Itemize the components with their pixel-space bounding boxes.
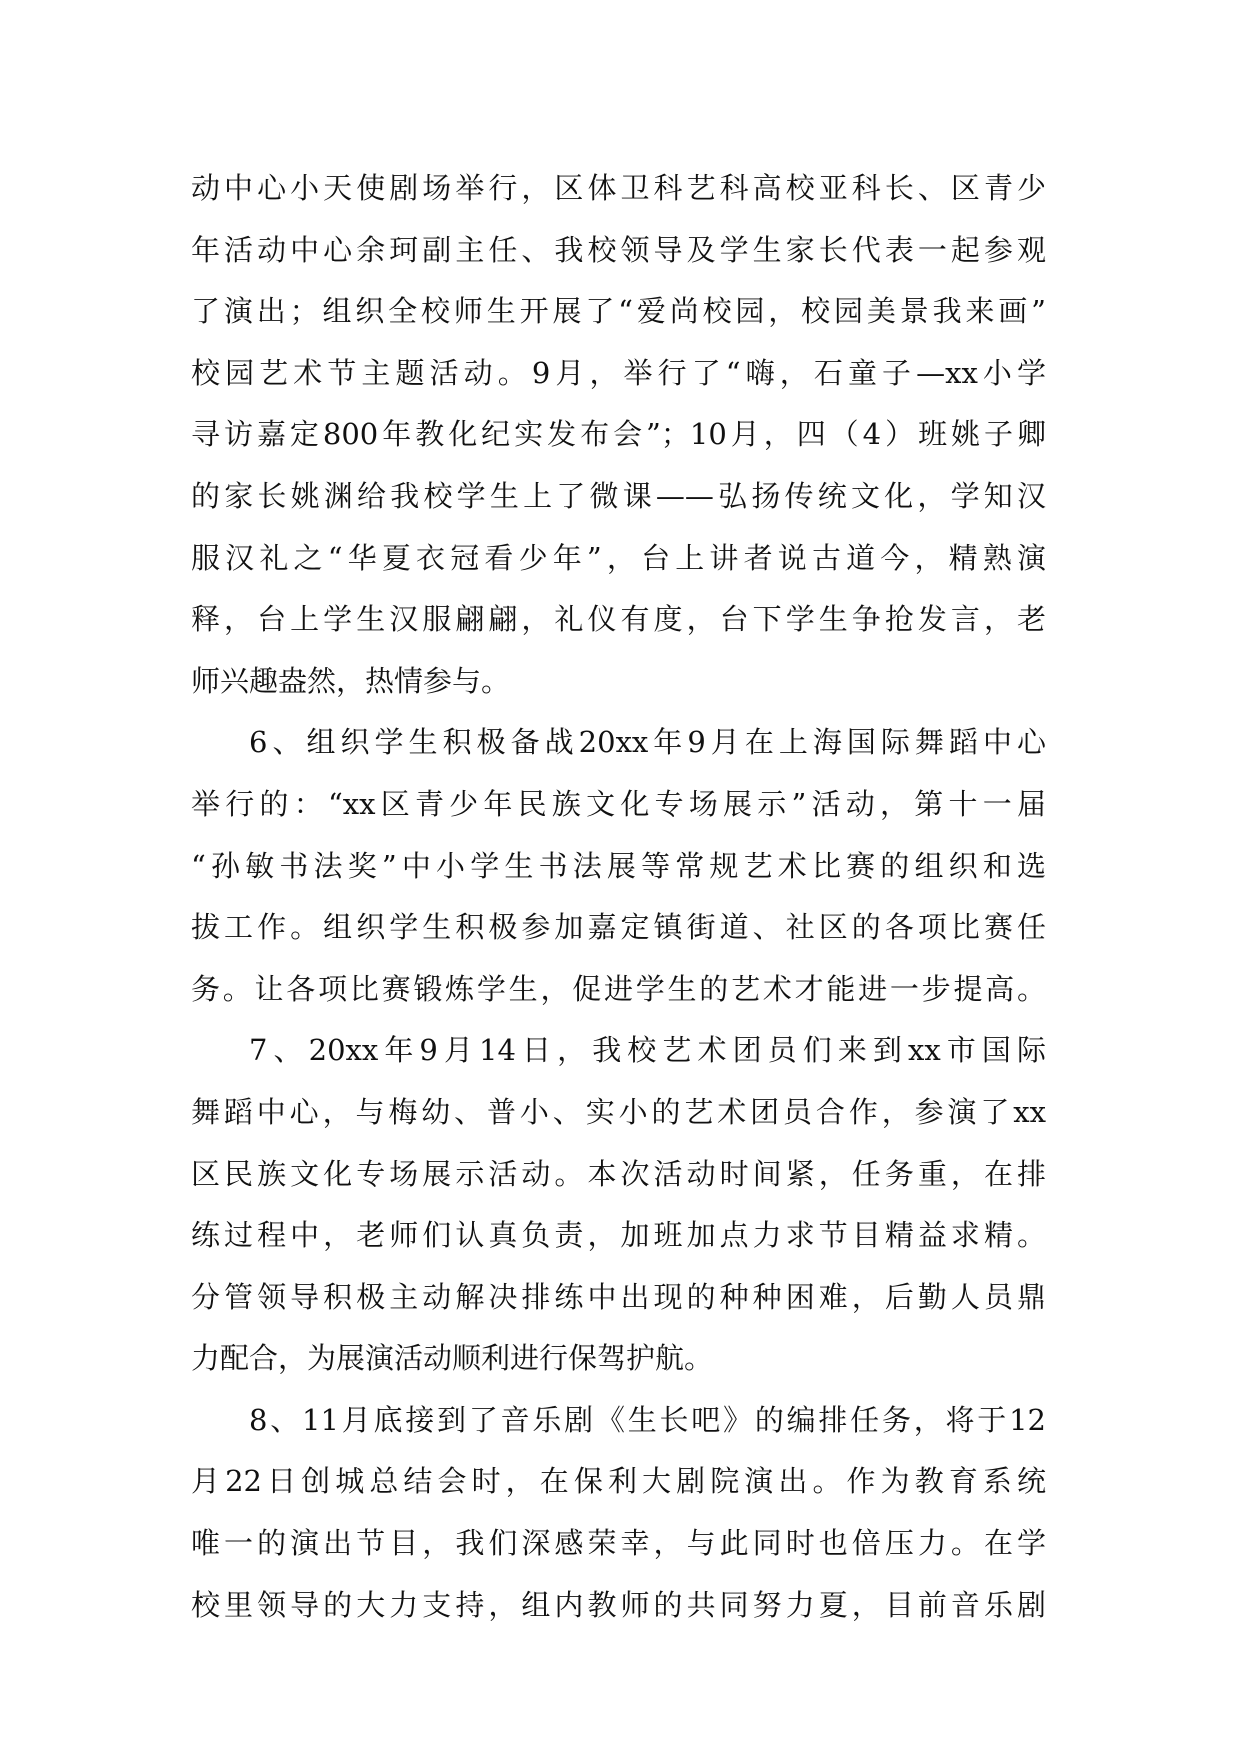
paragraph-start-line: 7、20xx年9月14日，我校艺术团员们来到xx市国际 [249,1033,1046,1068]
text-line: 力配合，为展演活动顺利进行保驾护航。 [191,1341,714,1376]
text-line: 动中心小天使剧场举行，区体卫科艺科高校亚科长、区青少 [191,171,1046,205]
text-line: 舞蹈中心，与梅幼、普小、实小的艺术团员合作，参演了xx [191,1094,1046,1129]
text-line: 分管领导积极主动解决排练中出现的种种困难，后勤人员鼎 [191,1279,1046,1314]
text-line: 务。让各项比赛锻炼学生，促进学生的艺术才能进一步提高。 [191,971,1046,1006]
text-line: “孙敏书法奖”中小学生书法展等常规艺术比赛的组织和选 [191,848,1046,883]
text-line: 校里领导的大力支持，组内教师的共同努力夏，目前音乐剧 [191,1587,1046,1622]
document-body [191,158,1046,1636]
text-line: 校园艺术节主题活动。9月，举行了“嗨，石童子—xx小学 [191,355,1046,390]
text-line: 释，台上学生汉服翩翩，礼仪有度，台下学生争抢发言，老 [191,602,1046,637]
paragraph-start-line: 6、组织学生积极备战20xx年9月在上海国际舞蹈中心 [249,725,1046,760]
text-line: 区民族文化专场展示活动。本次活动时间紧，任务重，在排 [191,1156,1046,1191]
text-line: 举行的：“xx区青少年民族文化专场展示”活动，第十一届 [191,786,1046,821]
text-line: 拔工作。组织学生积极参加嘉定镇街道、社区的各项比赛任 [191,910,1046,945]
text-line: 服汉礼之“华夏衣冠看少年”，台上讲者说古道今，精熟演 [191,540,1046,575]
paragraph-start-line: 8、11月底接到了音乐剧《生长吧》的编排任务，将于12 [249,1402,1046,1437]
text-line: 寻访嘉定800年教化纪实发布会”；10月，四（4）班姚子卿 [191,417,1046,452]
text-line: 的家长姚渊给我校学生上了微课——弘扬传统文化，学知汉 [191,478,1046,513]
text-line: 月22日创城总结会时，在保利大剧院演出。作为教育系统 [191,1464,1046,1499]
text-line: 年活动中心余珂副主任、我校领导及学生家长代表一起参观 [191,232,1046,267]
text-line: 练过程中，老师们认真负责，加班加点力求节目精益求精。 [191,1218,1046,1253]
text-line: 了演出；组织全校师生开展了“爱尚校园，校园美景我来画” [191,294,1046,329]
text-line: 唯一的演出节目，我们深感荣幸，与此同时也倍压力。在学 [191,1526,1046,1561]
text-line: 师兴趣盎然，热情参与。 [191,663,511,698]
